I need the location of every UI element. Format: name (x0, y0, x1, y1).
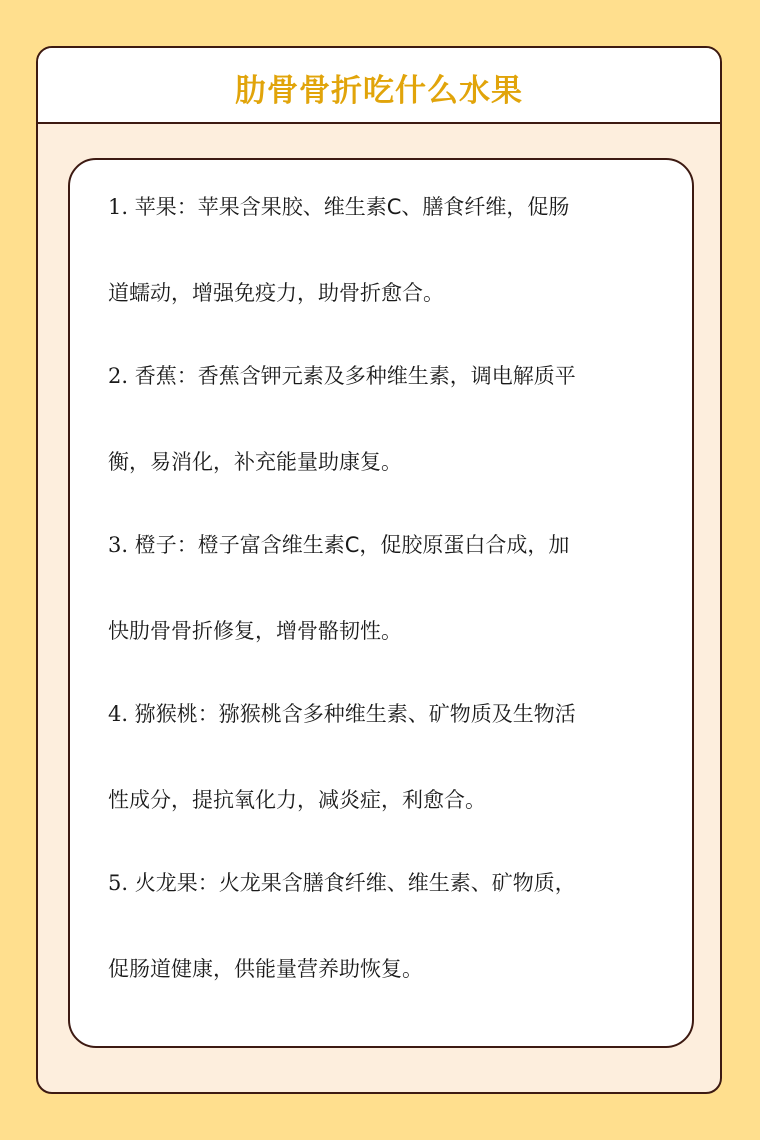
list-item-line (108, 164, 668, 250)
list-item-dragon-fruit (108, 840, 668, 1012)
item-number: 5. (108, 871, 129, 895)
item-text: 性成分，提抗氧化力，减炎症，利愈合。 (108, 788, 486, 812)
item-text: 苹果：苹果含果胶、维生素C、膳食纤维，促肠 (134, 195, 570, 219)
item-text: 橙子：橙子富含维生素C，促胶原蛋白合成，加 (134, 533, 570, 557)
list-item-line (108, 333, 668, 419)
item-number: 3. (108, 533, 129, 557)
item-number: 2. (108, 364, 129, 388)
item-text: 火龙果：火龙果含膳食纤维、维生素、矿物质， (134, 871, 576, 895)
item-number: 1. (108, 195, 129, 219)
list-item-line (108, 502, 668, 588)
list-item-kiwi (108, 671, 668, 843)
item-text: 猕猴桃：猕猴桃含多种维生素、矿物质及生物活 (134, 702, 576, 726)
list-item-apple (108, 164, 668, 336)
item-text: 道蠕动，增强免疫力，助骨折愈合。 (108, 281, 444, 305)
item-number: 4. (108, 702, 129, 726)
fruit-list (68, 158, 694, 1048)
page-title: 肋骨骨折吃什么水果 (235, 72, 523, 109)
list-item-banana (108, 333, 668, 505)
item-text: 促肠道健康，供能量营养助恢复。 (108, 957, 423, 981)
item-text: 香蕉：香蕉含钾元素及多种维生素，调电解质平 (134, 364, 576, 388)
list-item-line (108, 840, 668, 926)
item-text: 快肋骨骨折修复，增骨骼韧性。 (108, 619, 402, 643)
article-card (36, 46, 722, 1094)
list-item-orange (108, 502, 668, 674)
item-text: 衡，易消化，补充能量助康复。 (108, 450, 402, 474)
card-header (38, 48, 720, 124)
list-item-line (108, 671, 668, 757)
